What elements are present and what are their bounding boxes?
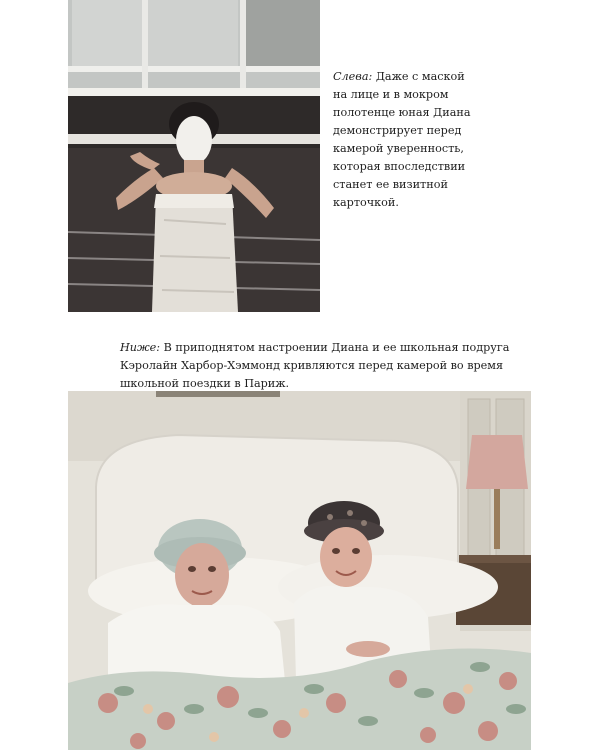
caption-left-line-2: на лице и в мокром xyxy=(333,88,449,101)
caption-left-line-3: полотенце юная Диана xyxy=(333,106,471,119)
caption-left-line-5: камерой уверенность, xyxy=(333,142,464,155)
caption-below-lead: Ниже: xyxy=(120,341,161,354)
caption-below-line-1-text: В приподнятом настроении Диана и ее школьная подруга xyxy=(160,341,510,354)
caption-left xyxy=(333,68,523,212)
caption-below-line-3: школьной поездки в Париж. xyxy=(120,377,290,390)
caption-left-line-8: карточкой. xyxy=(333,196,399,209)
photo-girls-in-bed xyxy=(68,391,531,750)
caption-below-line-1 xyxy=(120,339,510,357)
caption-left-line-4: демонстрирует перед xyxy=(333,124,462,137)
photo-girl-in-towel xyxy=(68,0,320,312)
caption-left-lead: Слева: xyxy=(333,70,373,83)
caption-below xyxy=(120,339,510,393)
caption-left-line-7: станет ее визитной xyxy=(333,178,448,191)
caption-left-line-1 xyxy=(333,68,523,86)
caption-left-line-1-text: Даже с маской xyxy=(372,70,465,83)
caption-below-line-2: Кэролайн Харбор-Хэммонд кривляются перед камерой во время xyxy=(120,359,504,372)
caption-left-line-6: которая впоследствии xyxy=(333,160,466,173)
